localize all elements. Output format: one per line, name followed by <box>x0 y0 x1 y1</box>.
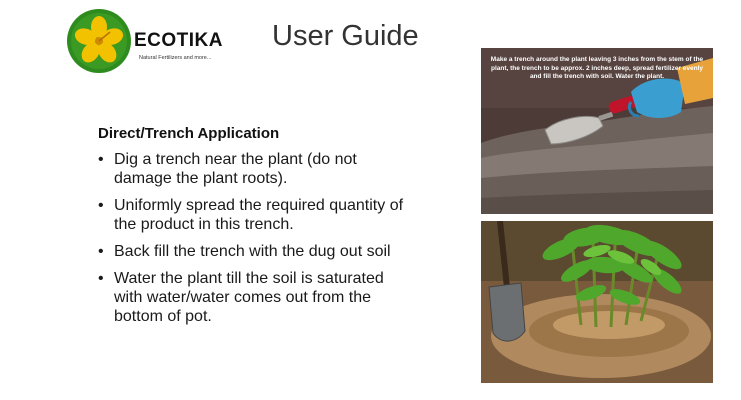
bullet-icon: • <box>98 243 104 260</box>
bullet-icon: • <box>98 151 104 168</box>
step-text: Water the plant till the soil is saturated with water/water comes out from the bottom of pot. <box>114 270 384 325</box>
bullet-icon: • <box>98 270 104 287</box>
page-title: User Guide <box>272 20 419 52</box>
plant-drawing <box>481 221 713 383</box>
list-item <box>98 150 408 188</box>
section-heading: Direct/Trench Application <box>98 125 280 142</box>
illustration-caption: Make a trench around the plant leaving 3 inches from the stem of the plant, the trench to be approx. 2 inches deep, spread fertilizer evenly and fill the trench with soil. Water the plant. <box>490 56 704 80</box>
list-item <box>98 269 408 326</box>
brand-tagline: Natural Fertilizers and more... <box>139 55 212 61</box>
trench-illustration <box>481 48 713 214</box>
step-text: Back fill the trench with the dug out soil <box>114 243 391 260</box>
step-text: Uniformly spread the required quantity of the product in this trench. <box>114 197 404 233</box>
bullet-icon: • <box>98 197 104 214</box>
brand-name: ECOTIKA <box>134 30 223 51</box>
steps-list <box>98 150 408 334</box>
list-item <box>98 196 408 234</box>
ecotika-logo <box>66 8 132 74</box>
list-item <box>98 242 408 261</box>
plant-photo <box>481 221 713 383</box>
step-text: Dig a trench near the plant (do not damage the plant roots). <box>114 151 357 187</box>
